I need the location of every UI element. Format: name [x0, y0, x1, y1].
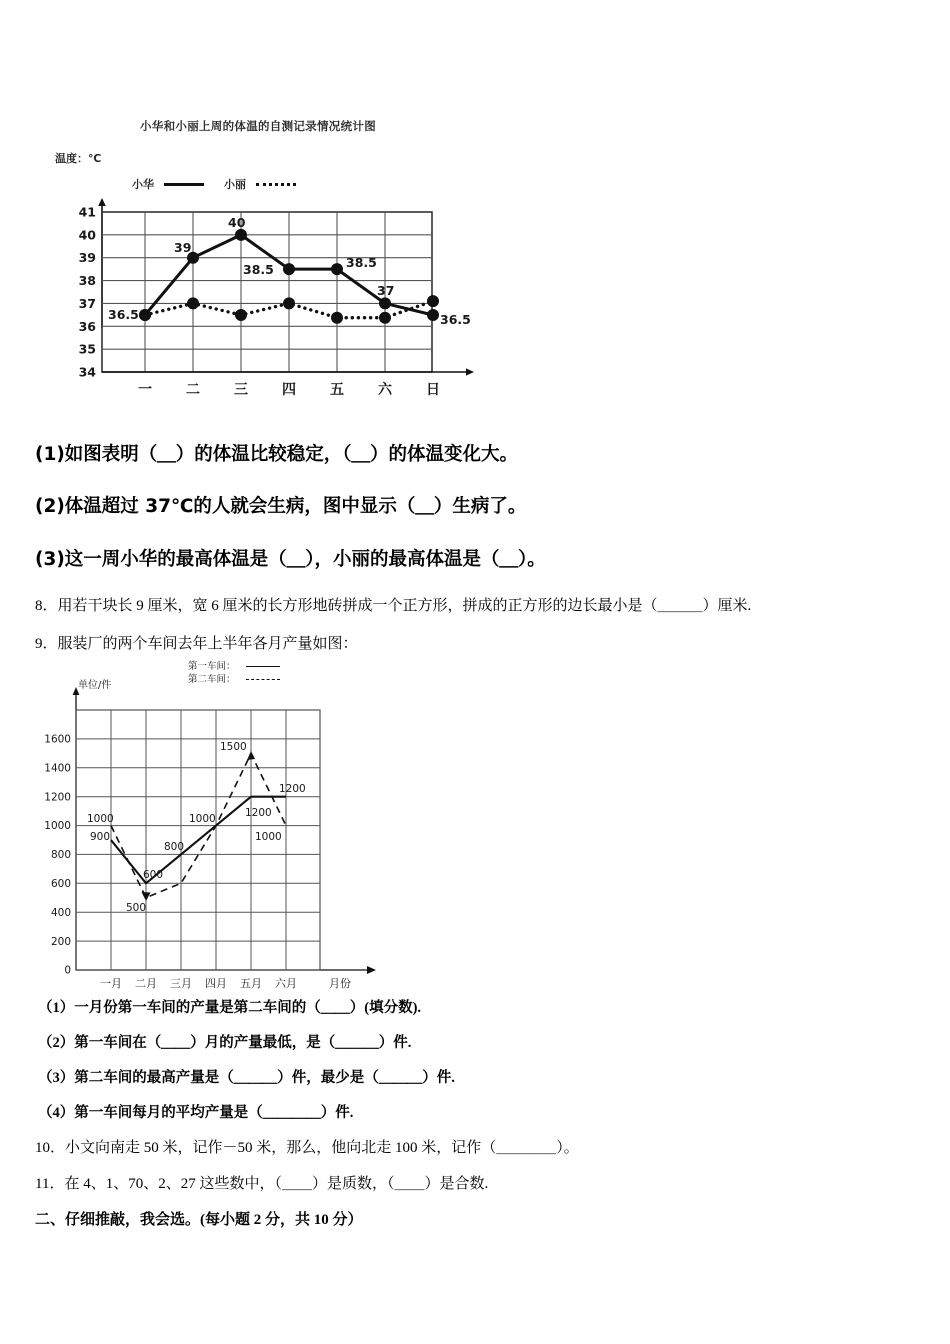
svg-text:六月: 六月: [275, 977, 297, 990]
question-9-2: （2）第一车间在（＿＿）月的产量最低，是（＿＿＿）件.: [38, 1035, 412, 1051]
legend-solid-line-icon: [246, 666, 280, 667]
label-w2-jun: 1000: [255, 831, 282, 843]
svg-text:39: 39: [78, 250, 96, 266]
svg-text:34: 34: [78, 364, 96, 380]
svg-text:五月: 五月: [240, 977, 262, 990]
svg-text:1000: 1000: [44, 820, 71, 833]
question-9-1: （1）一月份第一车间的产量是第二车间的（＿＿）(填分数).: [38, 1000, 422, 1016]
question-10: 10．小文向南走 50 米，记作－50 米，那么，他向北走 100 米，记作（＿＿＿＿）。: [35, 1140, 579, 1156]
svg-text:400: 400: [50, 906, 71, 919]
legend-label-xiaoli: 小丽: [224, 178, 246, 191]
legend-dotted-line-icon: [256, 183, 296, 186]
svg-text:1600: 1600: [44, 733, 71, 746]
svg-text:600: 600: [50, 878, 71, 890]
svg-text:1200: 1200: [44, 791, 71, 804]
svg-text:40: 40: [78, 227, 96, 243]
svg-text:1400: 1400: [44, 762, 71, 775]
label-w1-jan: 900: [90, 831, 111, 843]
svg-text:一月: 一月: [100, 977, 122, 990]
svg-text:37: 37: [78, 295, 96, 311]
svg-text:二月: 二月: [135, 977, 157, 990]
label-w1-mar: 800: [164, 841, 185, 853]
label-mon: 36.5: [108, 307, 139, 322]
label-w2-jan: 1000: [87, 813, 114, 825]
question-temp-1: (1)如图表明（＿）的体温比较稳定，（＿）的体温变化大。: [35, 444, 519, 465]
svg-text:二: 二: [186, 382, 200, 398]
temperature-chart: [40, 108, 560, 408]
label-sat: 37: [377, 283, 395, 298]
label-w1-jun: 1200: [279, 783, 306, 795]
label-sun: 36.5: [440, 312, 471, 327]
svg-text:一: 一: [138, 382, 152, 398]
section-heading-2: 二、仔细推敲，我会选。(每小题 2 分，共 10 分）: [35, 1212, 363, 1228]
chart-legend: [132, 176, 296, 192]
svg-text:三: 三: [234, 382, 248, 398]
svg-text:六: 六: [378, 382, 392, 398]
question-8: 8．用若干块长 9 厘米，宽 6 厘米的长方形地砖拼成一个正方形，拼成的正方形的边长最小是（＿＿＿）厘米.: [35, 598, 752, 614]
svg-text:0: 0: [64, 964, 71, 977]
label-fri: 38.5: [346, 255, 377, 270]
label-w1-apr: 1000: [189, 813, 216, 825]
svg-text:41: 41: [78, 204, 96, 220]
x-axis-label: 月份: [329, 977, 351, 990]
svg-text:三月: 三月: [170, 977, 192, 990]
svg-text:200: 200: [50, 935, 71, 948]
production-plot: [40, 682, 400, 990]
question-9-4: （4）第一车间每月的平均产量是（＿＿＿＿）件.: [38, 1105, 354, 1121]
y-axis-unit-label: 单位/件: [78, 680, 112, 691]
question-9-3: （3）第二车间的最高产量是（＿＿＿）件，最少是（＿＿＿）件.: [38, 1070, 455, 1086]
question-9: 9．服装厂的两个车间去年上半年各月产量如图：: [35, 636, 358, 652]
label-thu: 38.5: [243, 262, 274, 277]
svg-text:四: 四: [282, 382, 296, 398]
temperature-plot: [40, 198, 500, 413]
svg-text:日: 日: [426, 382, 440, 398]
legend-solid-line-icon: [164, 183, 204, 186]
legend-dashed-line-icon: [246, 679, 280, 680]
legend-label-workshop1: 第一车间：: [188, 661, 236, 672]
svg-text:五: 五: [330, 382, 344, 398]
svg-text:四月: 四月: [205, 977, 227, 990]
label-wed: 40: [228, 215, 246, 230]
chart-title: 小华和小丽上周的体温的自测记录情况统计图: [140, 119, 376, 133]
y-axis-label: 温度：℃: [55, 152, 102, 165]
question-temp-3: (3)这一周小华的最高体温是（＿），小丽的最高体温是（＿）。: [35, 549, 546, 570]
label-w1-may: 1200: [245, 807, 272, 819]
svg-text:800: 800: [50, 849, 71, 862]
svg-text:38: 38: [78, 273, 96, 289]
question-11: 11．在 4、1、70、2、27 这些数中，（＿＿）是质数，（＿＿）是合数.: [35, 1176, 489, 1192]
question-temp-2: (2)体温超过 37℃的人就会生病，图中显示（＿）生病了。: [35, 496, 527, 517]
legend-label-workshop2: 第二车间：: [188, 674, 236, 685]
label-w1-feb: 600: [143, 869, 164, 881]
label-tue: 39: [174, 240, 192, 255]
chart2-data-labels: [87, 741, 306, 914]
legend-label-xiaohua: 小华: [132, 178, 154, 191]
svg-text:36: 36: [78, 318, 96, 334]
label-w2-may: 1500: [220, 741, 247, 753]
production-chart: [40, 660, 400, 990]
svg-text:35: 35: [78, 341, 96, 357]
label-w2-feb: 500: [126, 902, 147, 914]
